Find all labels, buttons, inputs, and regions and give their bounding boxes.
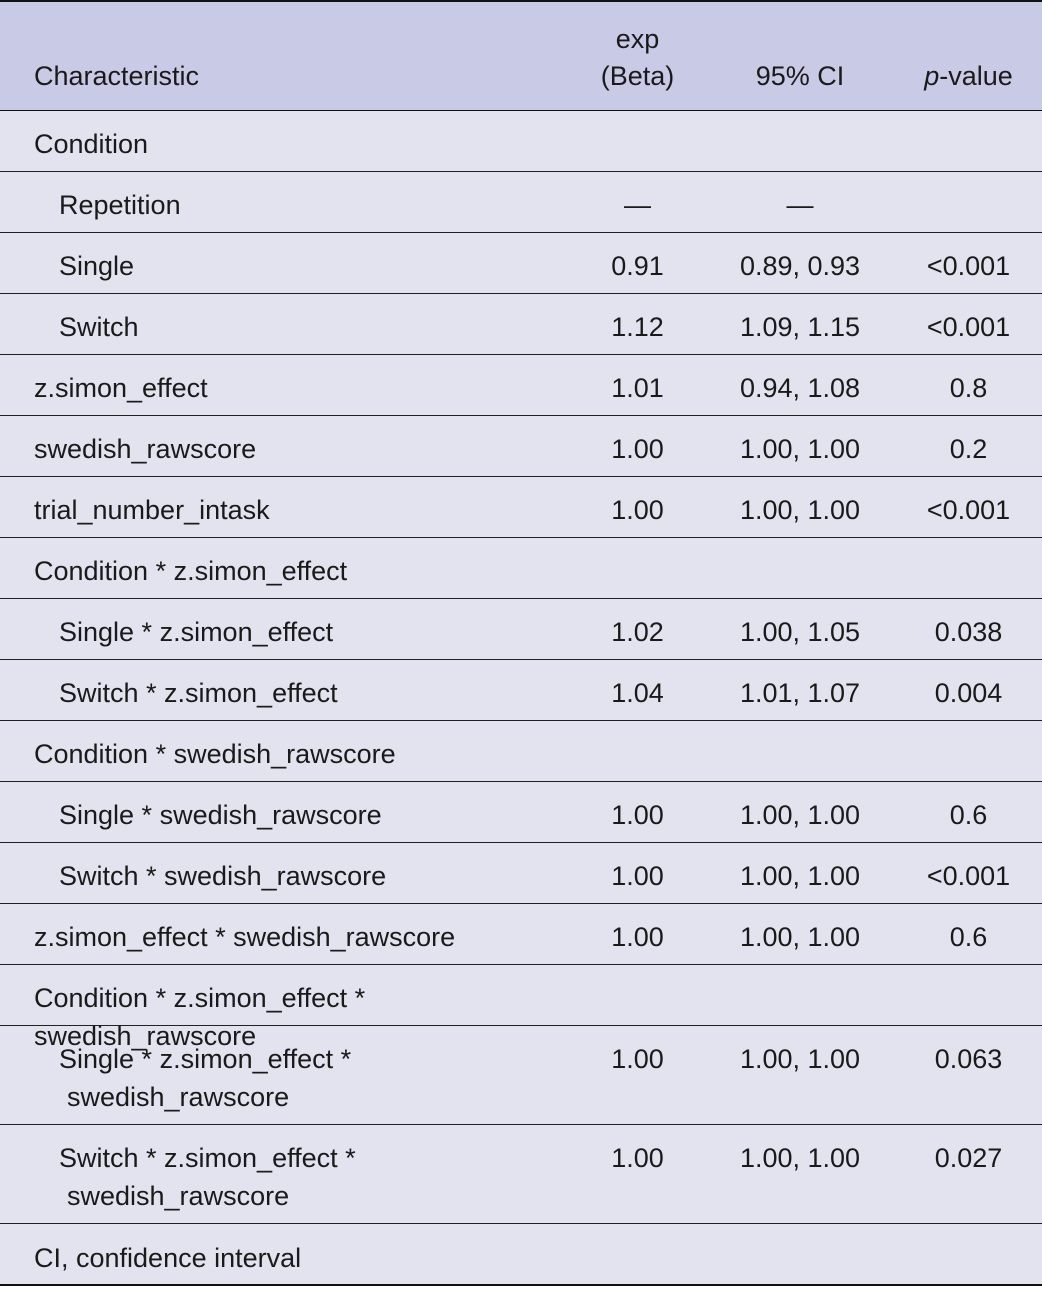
row-p bbox=[895, 965, 1042, 1025]
row-label: Condition * z.simon_effect bbox=[34, 556, 348, 586]
header-p-value bbox=[895, 2, 1042, 110]
row-ci bbox=[705, 721, 895, 781]
row-label: Switch * swedish_rawscore bbox=[59, 861, 387, 891]
table-header bbox=[0, 0, 1042, 111]
header-ci: 95% CI bbox=[755, 60, 845, 91]
row-exp: 1.02 bbox=[611, 617, 664, 647]
row-label: Condition * z.simon_effect * swedish_rawscore bbox=[34, 983, 366, 1051]
row-exp: 1.00 bbox=[611, 434, 664, 464]
row-exp: 1.00 bbox=[611, 1044, 664, 1074]
row-p bbox=[895, 721, 1042, 781]
row-ci: 1.00, 1.00 bbox=[739, 495, 861, 525]
table-row bbox=[0, 782, 1042, 843]
table-row bbox=[0, 111, 1042, 172]
row-ci: 1.00, 1.05 bbox=[739, 617, 861, 647]
row-p: <0.001 bbox=[926, 251, 1011, 281]
row-ci bbox=[705, 538, 895, 598]
row-p bbox=[895, 172, 1042, 232]
row-ci: 1.01, 1.07 bbox=[739, 678, 861, 708]
row-p: <0.001 bbox=[926, 312, 1011, 342]
row-exp: 0.91 bbox=[611, 251, 664, 281]
header-characteristic: Characteristic bbox=[34, 60, 200, 91]
row-p bbox=[895, 111, 1042, 171]
row-ci: 1.00, 1.00 bbox=[739, 800, 861, 830]
table-row bbox=[0, 416, 1042, 477]
row-label: trial_number_intask bbox=[34, 495, 270, 525]
row-label: Condition * swedish_rawscore bbox=[34, 739, 396, 769]
row-p: 0.2 bbox=[949, 434, 988, 464]
row-p: 0.6 bbox=[949, 922, 988, 952]
row-exp: 1.00 bbox=[611, 922, 664, 952]
row-exp bbox=[570, 965, 705, 1025]
table-row bbox=[0, 599, 1042, 660]
table-row bbox=[0, 843, 1042, 904]
row-label: z.simon_effect * swedish_rawscore bbox=[34, 922, 456, 952]
row-label-line1: Switch * z.simon_effect * bbox=[59, 1143, 356, 1173]
row-p: <0.001 bbox=[926, 495, 1011, 525]
row-label-line2: swedish_rawscore bbox=[67, 1081, 290, 1112]
row-p: <0.001 bbox=[926, 861, 1011, 891]
row-exp: 1.04 bbox=[611, 678, 664, 708]
row-ci bbox=[705, 111, 895, 171]
row-exp: 1.12 bbox=[611, 312, 664, 342]
row-ci: 1.00, 1.00 bbox=[739, 922, 861, 952]
row-label bbox=[0, 1026, 570, 1124]
table-row bbox=[0, 1125, 1042, 1224]
row-ci: 1.00, 1.00 bbox=[739, 1044, 861, 1074]
row-exp: — bbox=[624, 190, 651, 220]
table-row bbox=[0, 355, 1042, 416]
row-label bbox=[0, 1125, 570, 1223]
row-label: Switch bbox=[59, 312, 139, 342]
row-exp: 1.01 bbox=[611, 373, 664, 403]
row-ci: 0.89, 0.93 bbox=[739, 251, 861, 281]
row-label: swedish_rawscore bbox=[34, 434, 257, 464]
table-row bbox=[0, 294, 1042, 355]
header-p-italic: p bbox=[924, 60, 940, 91]
row-p: 0.004 bbox=[934, 678, 1003, 708]
table-row bbox=[0, 233, 1042, 294]
table-footnote: CI, confidence interval bbox=[34, 1243, 302, 1273]
table-row bbox=[0, 660, 1042, 721]
row-p: 0.038 bbox=[934, 617, 1003, 647]
row-ci: 0.94, 1.08 bbox=[739, 373, 861, 403]
row-ci: — bbox=[786, 190, 814, 220]
header-p-rest: -value bbox=[939, 60, 1013, 91]
row-ci: 1.00, 1.00 bbox=[739, 1143, 861, 1173]
row-p bbox=[895, 538, 1042, 598]
row-exp bbox=[570, 538, 705, 598]
row-p: 0.8 bbox=[949, 373, 988, 403]
table-row bbox=[0, 965, 1042, 1051]
table-row bbox=[0, 721, 1042, 782]
header-exp-line1: exp bbox=[615, 24, 660, 55]
row-exp: 1.00 bbox=[611, 1143, 664, 1173]
row-label: Repetition bbox=[59, 190, 181, 220]
row-exp: 1.00 bbox=[611, 861, 664, 891]
row-p: 0.027 bbox=[934, 1143, 1003, 1173]
row-label: Single * z.simon_effect bbox=[59, 617, 334, 647]
row-ci: 1.00, 1.00 bbox=[739, 434, 861, 464]
row-label: Condition bbox=[34, 129, 149, 159]
row-p: 0.6 bbox=[949, 800, 988, 830]
row-exp bbox=[570, 111, 705, 171]
row-label: Switch * z.simon_effect bbox=[59, 678, 338, 708]
table-row bbox=[0, 1026, 1042, 1125]
row-exp: 1.00 bbox=[611, 495, 664, 525]
row-exp: 1.00 bbox=[611, 800, 664, 830]
table-row bbox=[0, 904, 1042, 965]
table-footnote-row bbox=[0, 1224, 1042, 1286]
row-ci: 1.00, 1.00 bbox=[739, 861, 861, 891]
header-exp-line2: (Beta) bbox=[600, 60, 675, 91]
row-label: Single * swedish_rawscore bbox=[59, 800, 382, 830]
header-exp-beta bbox=[570, 2, 705, 110]
row-label: z.simon_effect bbox=[34, 373, 208, 403]
row-p: 0.063 bbox=[934, 1044, 1003, 1074]
table-row bbox=[0, 172, 1042, 233]
row-label-line2: swedish_rawscore bbox=[67, 1180, 290, 1211]
row-label: Single bbox=[59, 251, 135, 281]
row-ci bbox=[705, 965, 895, 1025]
row-exp bbox=[570, 721, 705, 781]
table-row bbox=[0, 538, 1042, 599]
row-ci: 1.09, 1.15 bbox=[739, 312, 861, 342]
row-label-line1: Single * z.simon_effect * bbox=[59, 1044, 352, 1074]
table-row bbox=[0, 477, 1042, 538]
